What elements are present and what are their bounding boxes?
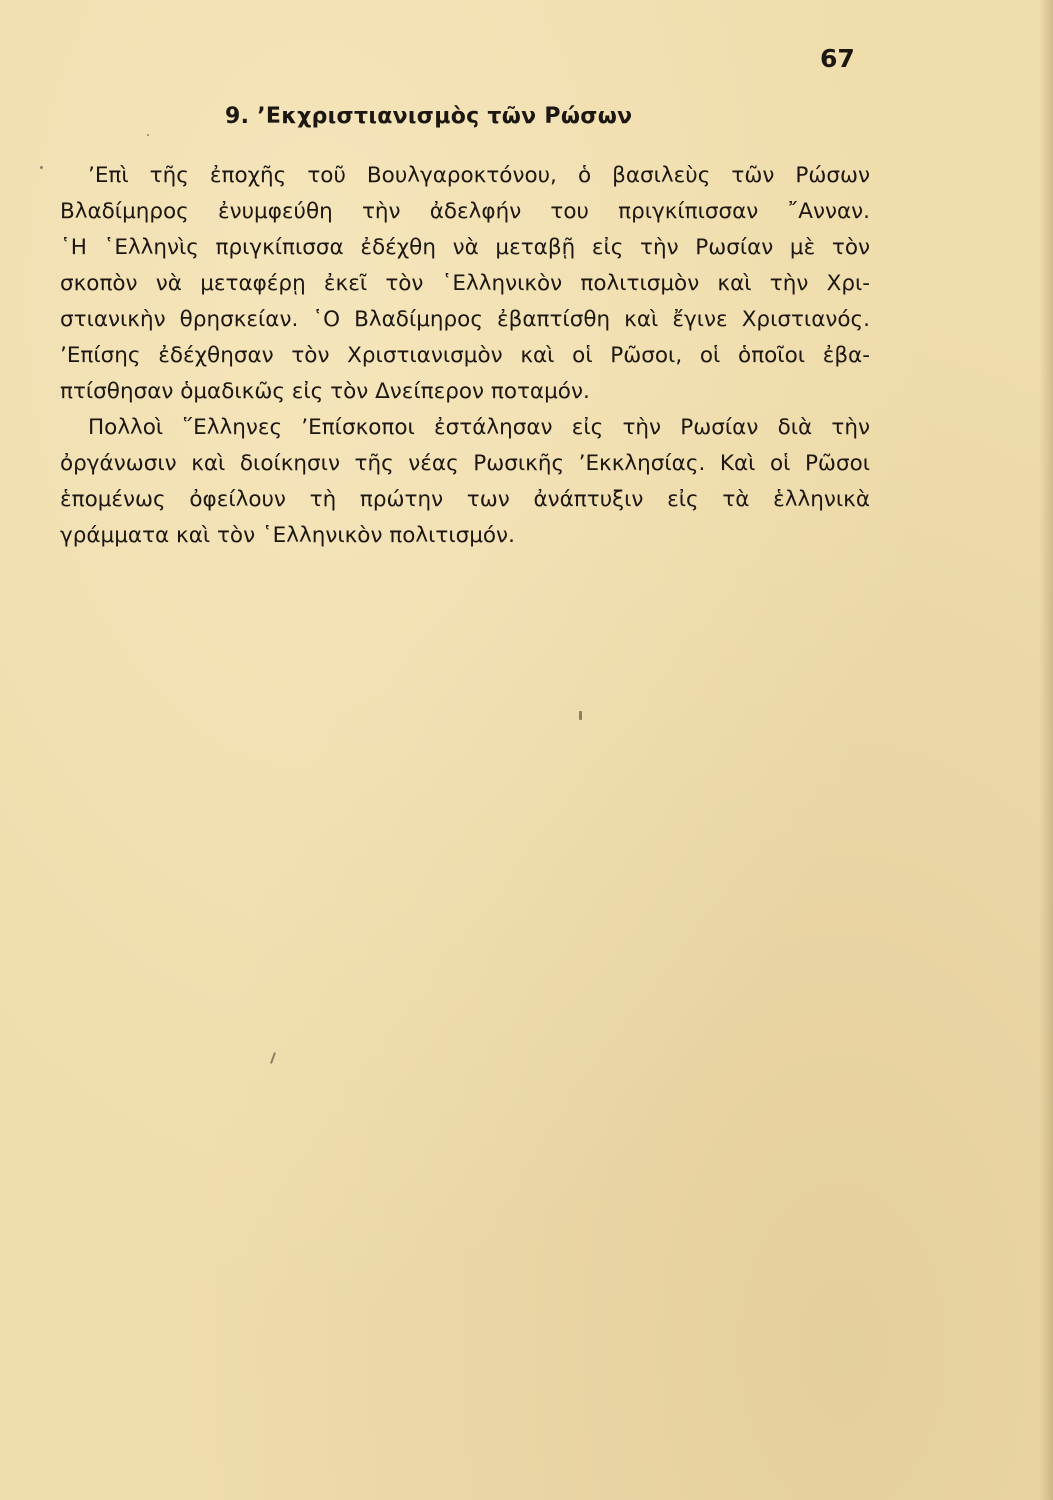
text-line: ῾Η ῾Ελληνὶς πριγκίπισσα ἐδέχθη νὰ μεταβῇ εἰς τὴν Ρωσίαν μὲ τὸν — [60, 235, 870, 260]
section-heading: 9. ’Εκχριστιανισμὸς τῶν Ρώσων — [225, 104, 633, 129]
paper-speck — [579, 711, 582, 720]
paper-speck — [147, 134, 149, 136]
text-line: στιανικὴν θρησκείαν. ῾Ο Βλαδίμηρος ἐβαπτίσθη καὶ ἔγινε Χριστιανός. — [60, 307, 870, 332]
paper-speck — [40, 166, 43, 169]
paper-speck — [270, 1052, 276, 1064]
text-line: Βλαδίμηρος ἐνυμφεύθη τὴν ἀδελφήν του πριγκίπισσαν ῎Ανναν. — [60, 199, 870, 224]
text-line: ’Επὶ τῆς ἐποχῆς τοῦ Βουλγαροκτόνου, ὁ βασιλεὺς τῶν Ρώσων — [88, 163, 870, 188]
text-line: Πολλοὶ ῞Ελληνες ’Επίσκοποι ἐστάλησαν εἰς τὴν Ρωσίαν διὰ τὴν — [88, 415, 870, 440]
page-number: 67 — [820, 44, 855, 73]
text-line: σκοπὸν νὰ μεταφέρῃ ἐκεῖ τὸν ῾Ελληνικὸν πολιτισμὸν καὶ τὴν Χρι- — [60, 271, 870, 296]
page-edge-shadow — [1039, 0, 1053, 1500]
text-line: ’Επίσης ἐδέχθησαν τὸν Χριστιανισμὸν καὶ οἱ Ρῶσοι, οἱ ὁποῖοι ἐβα- — [60, 343, 870, 368]
text-line: ἑπομένως ὀφείλουν τὴ πρώτην των ἀνάπτυξιν εἰς τὰ ἑλληνικὰ — [60, 487, 870, 512]
text-line: ὀργάνωσιν καὶ διοίκησιν τῆς νέας Ρωσικῆς ’Εκκλησίας. Καὶ οἱ Ρῶσοι — [60, 451, 870, 476]
body-text — [60, 158, 870, 554]
text-line: γράμματα καὶ τὸν ῾Ελληνικὸν πολιτισμόν. — [60, 523, 515, 548]
text-line: πτίσθησαν ὁμαδικῶς εἰς τὸν Δνείπερον ποταμόν. — [60, 379, 590, 404]
